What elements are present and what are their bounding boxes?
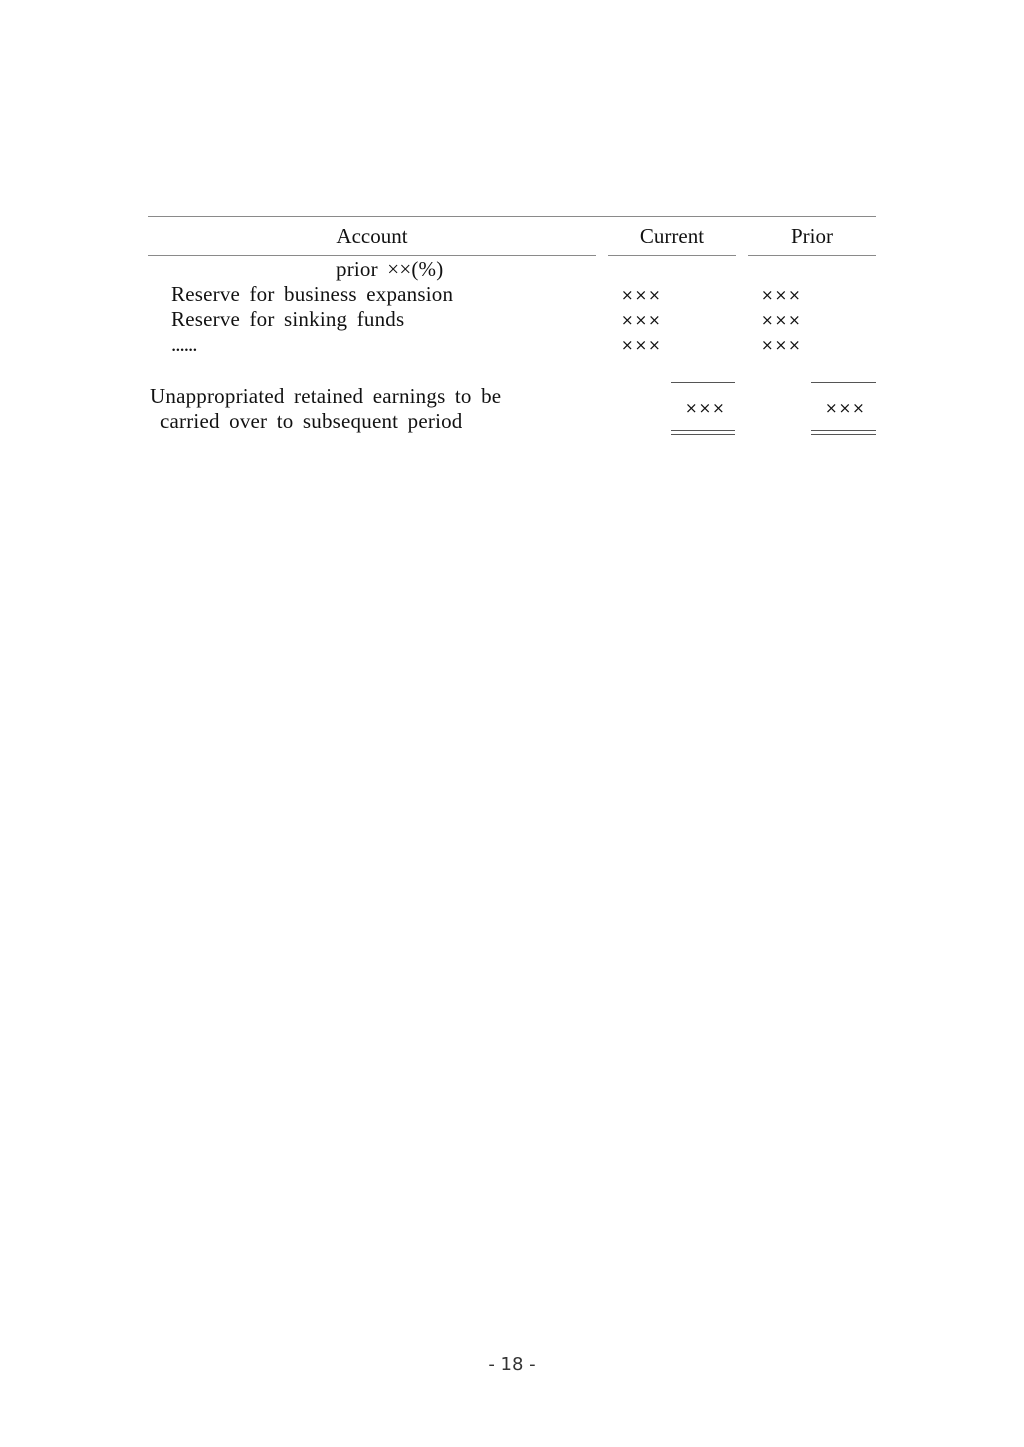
total-label-line1: Unappropriated retained earnings to be [150,384,502,408]
header-prior: Prior [791,224,833,248]
row-prior-sinking-funds: ××× [761,311,802,329]
header-rule-account [148,255,596,256]
row-current-sinking-funds: ××× [621,311,662,329]
row-current-ellipsis: ××× [621,336,662,354]
row-label-ellipsis: ...... [171,332,197,356]
page-number: - 18 - [488,1354,536,1375]
row-label-business-expansion: Reserve for business expansion [171,282,454,306]
row-current-business-expansion: ××× [621,286,662,304]
header-current: Current [639,224,705,248]
row-label-sinking-funds: Reserve for sinking funds [171,307,405,331]
total-double-rule-current-bottom [671,434,735,435]
row-label-prior: prior ××(%) [336,257,444,281]
subtotal-rule-prior [811,382,876,383]
total-double-rule-prior-bottom [811,434,876,435]
row-prior-ellipsis: ××× [761,336,802,354]
total-prior-value: ××× [825,399,866,417]
header-account: Account [336,224,408,248]
total-current-value: ××× [685,399,726,417]
total-label-line2: carried over to subsequent period [160,409,463,433]
total-double-rule-current-top [671,430,735,431]
row-prior-business-expansion: ××× [761,286,802,304]
header-rule-prior [748,255,876,256]
total-double-rule-prior-top [811,430,876,431]
subtotal-rule-current [671,382,735,383]
header-rule-current [608,255,736,256]
table-top-rule [148,216,876,217]
